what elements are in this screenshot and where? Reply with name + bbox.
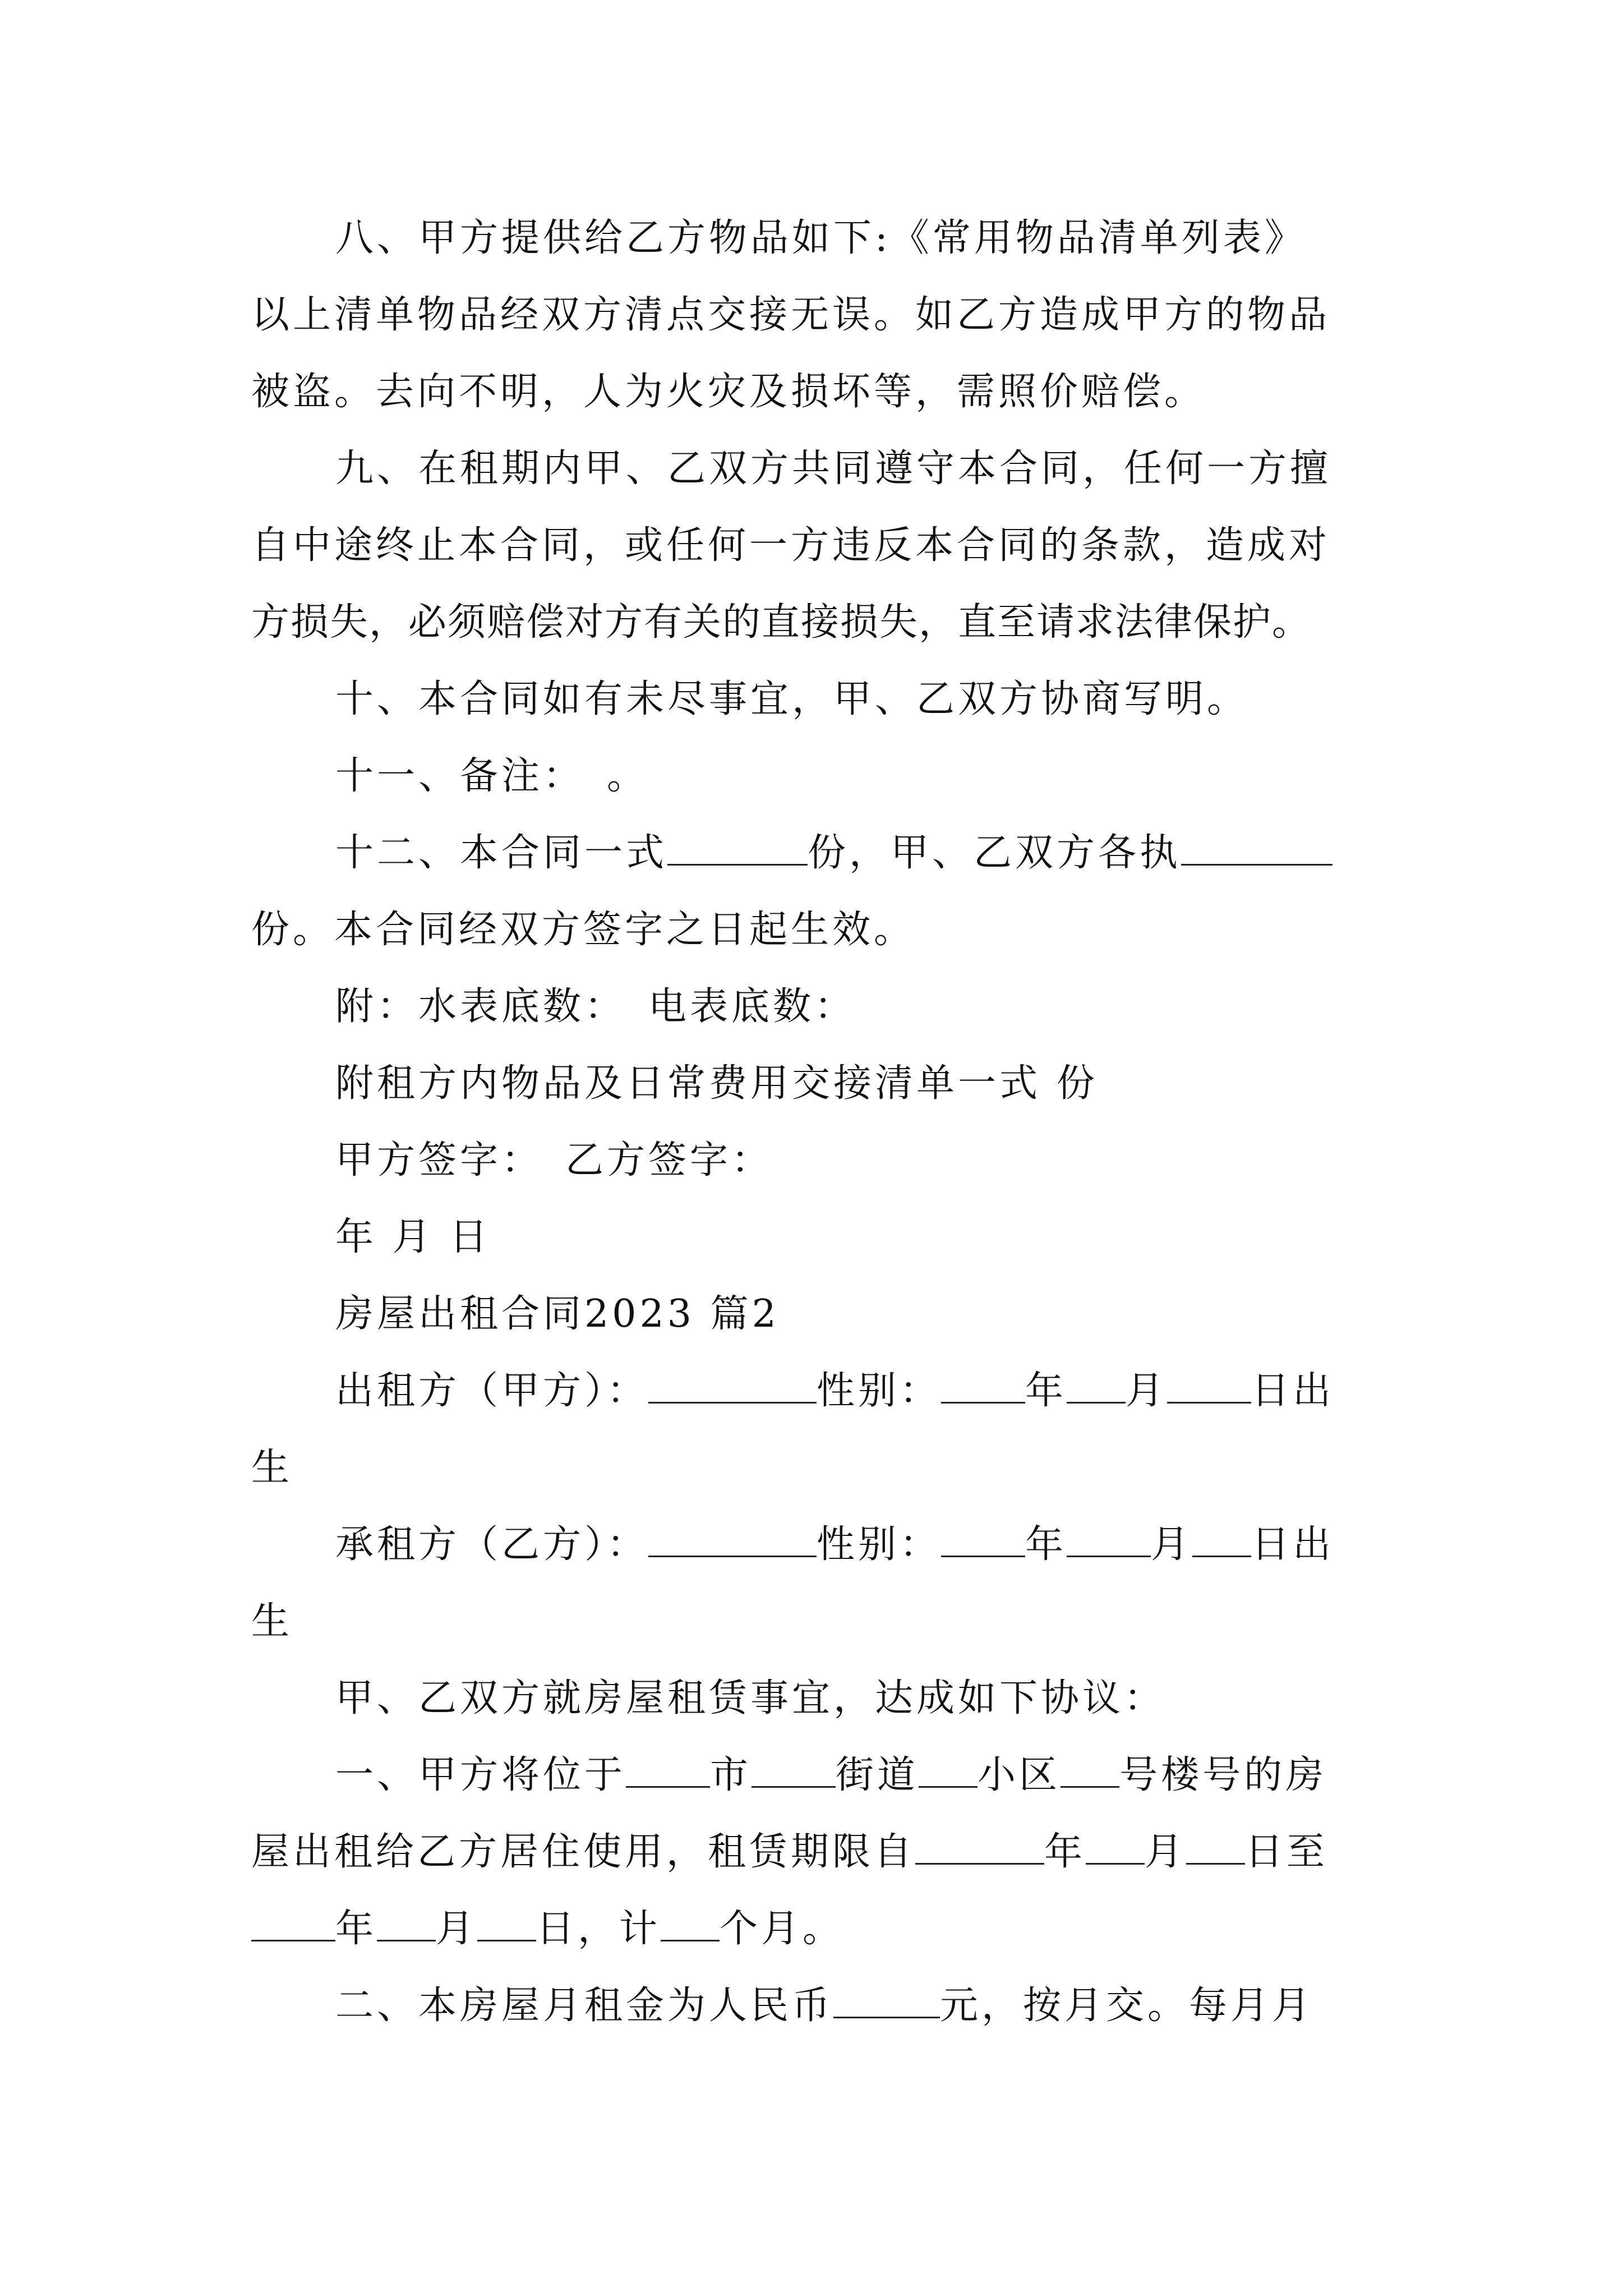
clause-12-line-1 <box>251 815 1377 891</box>
text-span: 附租方内物品及日常费用交接清单一式 份 <box>335 1061 1098 1106</box>
text-span: 出租方（甲方）： <box>335 1369 649 1413</box>
clause-9-line-3 <box>251 584 1377 661</box>
text-span: 街道 <box>836 1753 919 1797</box>
text-span: 承租方（乙方）： <box>335 1522 649 1567</box>
text-span: 日出 <box>1251 1522 1335 1567</box>
text-span: 日出 <box>1251 1369 1335 1413</box>
lessor-line <box>251 1352 1377 1429</box>
text-span: 年 <box>1025 1369 1067 1413</box>
text-span: 日，计 <box>536 1907 661 1951</box>
text-span: 房屋出租合同2023 篇2 <box>335 1292 780 1336</box>
text-span: 附：水表底数： 电表底数： <box>335 984 856 1029</box>
attachment-list <box>251 1045 1377 1122</box>
blank-field <box>1181 830 1332 866</box>
blank-field <box>648 1522 817 1557</box>
text-span: 个月。 <box>720 1907 845 1951</box>
text-span: 年 <box>335 1907 377 1951</box>
text-span: 自中途终止本合同，或任何一方违反本合同的条款，造成对 <box>251 523 1331 568</box>
text-span: 生 <box>251 1599 293 1644</box>
text-span: 十一、备注： 。 <box>335 754 649 798</box>
clause-8-line-3 <box>251 353 1377 430</box>
blank-field <box>1061 1752 1119 1788</box>
text-span: 性别： <box>817 1522 942 1567</box>
lessor-line-end <box>251 1429 1377 1506</box>
text-span: 份。本合同经双方签字之日起生效。 <box>251 908 916 952</box>
text-span: 甲、乙双方就房屋租赁事宜，达成如下协议： <box>335 1676 1166 1720</box>
text-span: 方损失，必须赔偿对方有关的直接损失，直至请求法律保护。 <box>251 600 1312 645</box>
text-span: 八、甲方提供给乙方物品如下:《常用物品清单列表》 <box>335 216 1306 260</box>
blank-field <box>751 1752 836 1788</box>
text-span: 市 <box>710 1753 752 1797</box>
signatures <box>251 1122 1377 1199</box>
text-span: 元，按月交。每月月 <box>940 1984 1314 2028</box>
blank-field <box>477 1906 536 1941</box>
lessee-line <box>251 1506 1377 1583</box>
text-span: 十、本合同如有未尽事宜，甲、乙双方协商写明。 <box>335 677 1249 721</box>
clause-9-line-1 <box>251 430 1377 507</box>
blank-field <box>626 1752 710 1788</box>
clause-11 <box>251 738 1377 815</box>
clause-1-line-1 <box>251 1737 1377 1814</box>
text-span: 年 <box>1044 1830 1086 1874</box>
clause-2-line-1 <box>251 1967 1377 2044</box>
blank-field <box>833 1983 940 2018</box>
blank-field <box>1186 1829 1245 1865</box>
clause-1-line-3 <box>251 1890 1377 1967</box>
text-span: 以上清单物品经双方清点交接无误。如乙方造成甲方的物品 <box>251 293 1331 337</box>
meter-readings <box>251 968 1377 1045</box>
text-span: 一、甲方将位于 <box>335 1753 626 1797</box>
blank-field <box>661 1906 720 1941</box>
blank-field <box>648 1368 817 1404</box>
text-span: 号楼号的房 <box>1119 1753 1327 1797</box>
text-span: 小区 <box>978 1753 1061 1797</box>
date-line <box>251 1199 1377 1276</box>
blank-field <box>915 1829 1044 1865</box>
text-span: 年 月 日 <box>335 1215 491 1259</box>
clause-8-line-1 <box>251 200 1377 277</box>
blank-field <box>667 830 808 866</box>
clause-1-line-2 <box>251 1814 1377 1890</box>
text-span: 生 <box>251 1446 293 1490</box>
text-span: 日至 <box>1245 1830 1329 1874</box>
text-span: 月 <box>436 1907 478 1951</box>
blank-field <box>941 1522 1025 1557</box>
clause-9-line-2 <box>251 507 1377 584</box>
section-title <box>251 1276 1377 1352</box>
blank-field <box>1067 1368 1126 1404</box>
blank-field <box>1067 1522 1151 1557</box>
text-span: 月 <box>1151 1522 1193 1567</box>
lessee-line-end <box>251 1583 1377 1660</box>
blank-field <box>941 1368 1025 1404</box>
text-span: 月 <box>1145 1830 1187 1874</box>
text-span: 年 <box>1025 1522 1067 1567</box>
text-span: 十二、本合同一式 <box>335 831 668 875</box>
text-span: 甲方签字： 乙方签字： <box>335 1138 773 1182</box>
blank-field <box>1192 1522 1251 1557</box>
blank-field <box>1086 1829 1145 1865</box>
blank-field <box>1167 1368 1251 1404</box>
blank-field <box>251 1906 335 1941</box>
text-span: 九、在租期内甲、乙双方共同遵守本合同，任何一方擅 <box>335 447 1332 491</box>
blank-field <box>377 1906 436 1941</box>
blank-field <box>919 1752 978 1788</box>
text-span: 屋出租给乙方居住使用，租赁期限自 <box>251 1830 916 1874</box>
text-span: 被盗。去向不明，人为火灾及损坏等，需照价赔偿。 <box>251 370 1206 414</box>
text-span: 二、本房屋月租金为人民币 <box>335 1984 834 2028</box>
text-span: 月 <box>1126 1369 1168 1413</box>
agreement-intro <box>251 1660 1377 1737</box>
contract-text <box>251 200 1377 2044</box>
clause-8-line-2 <box>251 277 1377 353</box>
text-span: 性别： <box>817 1369 942 1413</box>
clause-12-line-2 <box>251 891 1377 968</box>
text-span: 份，甲、乙双方各执 <box>808 831 1182 875</box>
clause-10 <box>251 661 1377 738</box>
